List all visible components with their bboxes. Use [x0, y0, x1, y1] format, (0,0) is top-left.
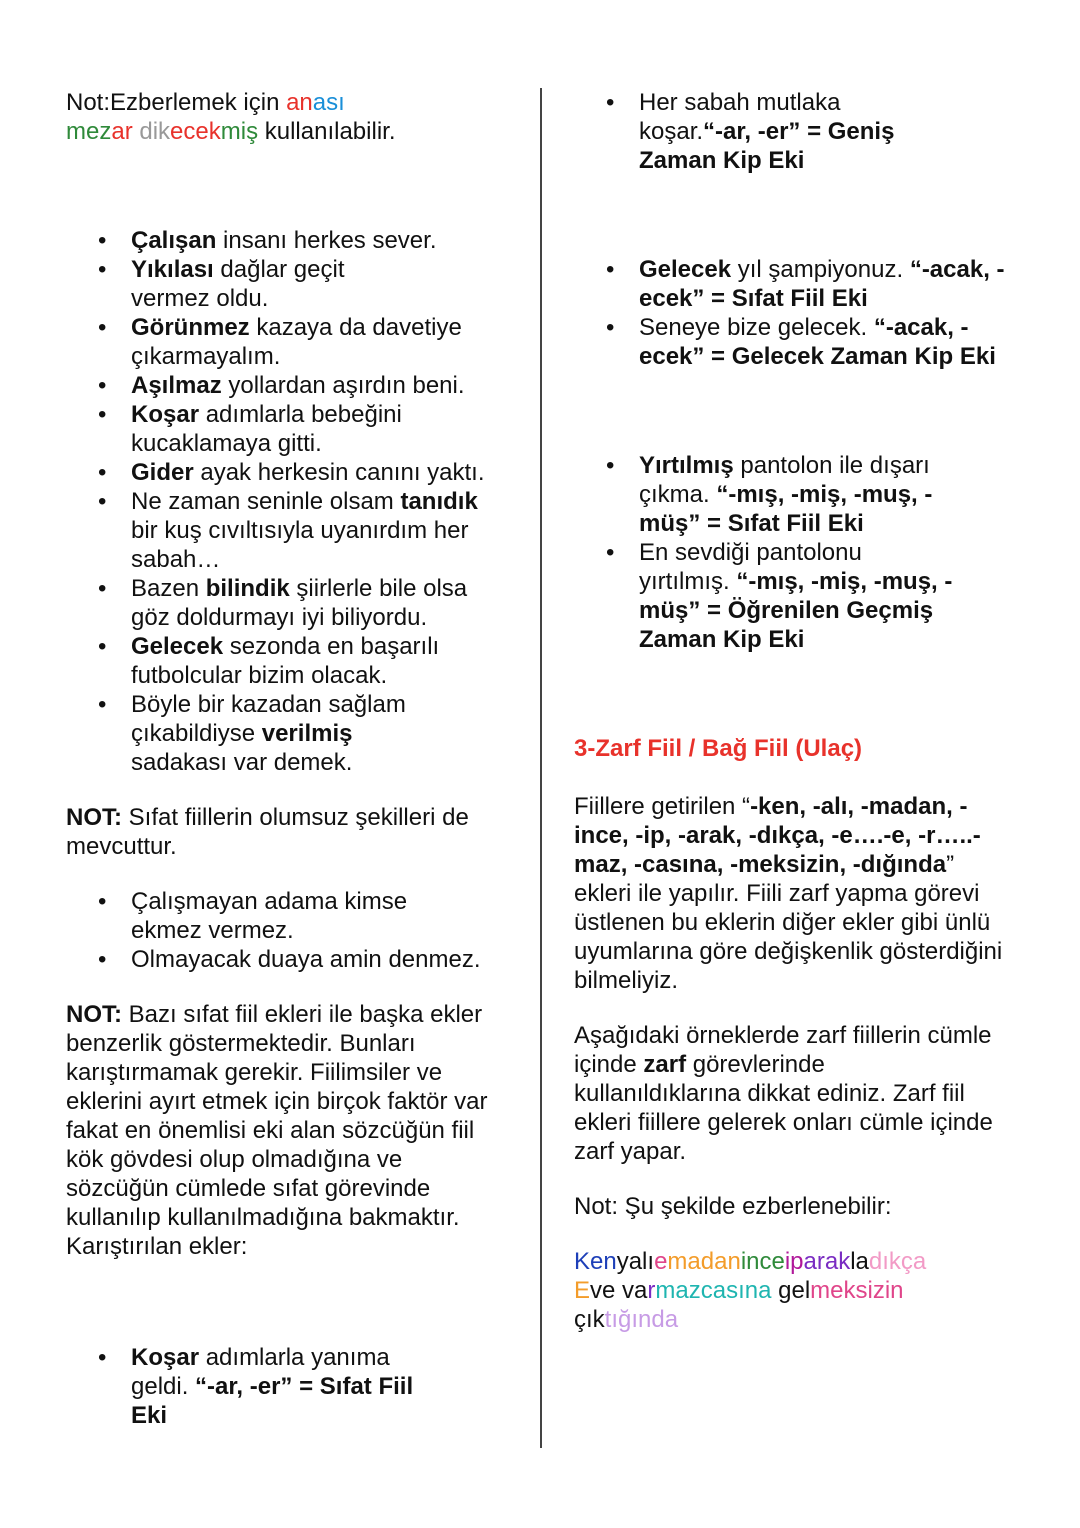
- list-item: • Gelecek yıl şampiyonuz. “-acak, -ecek” = Sıfat Fiil Eki: [574, 255, 1014, 313]
- list-item: • Gelecek sezonda en başarılı futbolcular bizim olacak.: [66, 632, 471, 690]
- list-item: • Seneye bize gelecek. “-acak, -ecek” = Gelecek Zaman Kip Eki: [574, 313, 1014, 371]
- aorist-example: [574, 88, 1014, 175]
- past-participle-examples: [574, 451, 1014, 654]
- right-column: [574, 88, 1014, 1334]
- list-item: • Yıkılası dağlar geçit vermez oldu.: [66, 255, 376, 313]
- list-item: • Gider ayak herkesin canını yaktı.: [66, 458, 516, 487]
- list-item: • Çalışmayan adama kimse ekmez vermez.: [66, 887, 451, 945]
- note-negative-forms: NOT: Sıfat fiillerin olumsuz şekilleri de mevcuttur.: [66, 804, 469, 860]
- list-item: • Her sabah mutlaka koşar.“-ar, -er” = Geniş Zaman Kip Eki: [574, 88, 899, 175]
- section-heading: 3-Zarf Fiil / Bağ Fiil (Ulaç): [574, 735, 863, 762]
- left-column: [66, 88, 516, 1430]
- list-item: • Koşar adımlarla bebeğini kucaklamaya gitti.: [66, 400, 431, 458]
- list-item: • En sevdiği pantolonu yırtılmış. “-mış, -miş, -muş, -müş” = Öğrenilen Geçmiş Zaman Kip Eki: [574, 538, 959, 654]
- list-item: • Koşar adımlarla yanıma geldi. “-ar, -er” = Sıfat Fiil Eki: [66, 1343, 451, 1430]
- mnemonic-note: Not:Ezberlemek için anası mezar dikecekmiş kullanılabilir.: [66, 89, 396, 145]
- column-divider: [540, 88, 542, 1448]
- list-item: • Bazen bilindik şiirlerle bile olsa göz doldurmayı iyi biliyordu.: [66, 574, 491, 632]
- future-examples: [574, 255, 1014, 371]
- list-item: • Yırtılmış pantolon ile dışarı çıkma. “-mış, -miş, -muş, -müş” = Sıfat Fiil Eki: [574, 451, 959, 538]
- list-item: • Çalışan insanı herkes sever.: [66, 226, 516, 255]
- gerund-usage-note: Aşağıdaki örneklerde zarf fiillerin cümle içinde zarf görevlerinde kullanıldıklarına dikkat ediniz. Zarf fiil ekleri fiillere gelerek onları cümle içinde zarf yapar.: [574, 1022, 993, 1165]
- gerund-mnemonic: Kenyalıemadaninceiparakladıkça Eve varmazcasına gelmeksizin çıktığında: [574, 1248, 927, 1333]
- confused-suffix-example: [66, 1343, 516, 1430]
- note-similar-suffixes: NOT: Bazı sıfat fiil ekleri ile başka ekler benzerlik göstermektedir. Bunları karıştırmamak gerekir. Fiilimsiler ve eklerini ayırt etmek için birçok faktör var fakat en önemlisi eki alan sözcüğün fiil kök gövdesi olup olmadığına ve sözcüğün cümlede sıfat görevinde kullanılıp kullanılmadığına bakmaktır. Karıştırılan ekler:: [66, 1001, 488, 1260]
- list-item: • Görünmez kazaya da davetiye çıkarmayalım.: [66, 313, 491, 371]
- list-item: • Ne zaman seninle olsam tanıdık bir kuş cıvıltısıyla uyanırdım her sabah…: [66, 487, 511, 574]
- list-item: • Olmayacak duaya amin denmez.: [66, 945, 516, 974]
- negative-examples-list: [66, 887, 516, 974]
- list-item: • Böyle bir kazadan sağlam çıkabildiyse verilmiş sadakası var demek.: [66, 690, 431, 777]
- participle-examples-list: [66, 226, 516, 777]
- list-item: • Aşılmaz yollardan aşırdın beni.: [66, 371, 516, 400]
- memorize-note: Not: Şu şekilde ezberlenebilir:: [574, 1193, 892, 1220]
- gerund-description: Fiillere getirilen “-ken, -alı, -madan, -ince, -ip, -arak, -dıkça, -e….-e, -r…..-maz, -casına, -meksizin, -dığında” ekleri ile yapılır. Fiili zarf yapma görevi üstlenen bu eklerin diğer ekler gibi ünlü uyumlarına göre değişkenlik gösterdiğini bilmeliyiz.: [574, 793, 1003, 994]
